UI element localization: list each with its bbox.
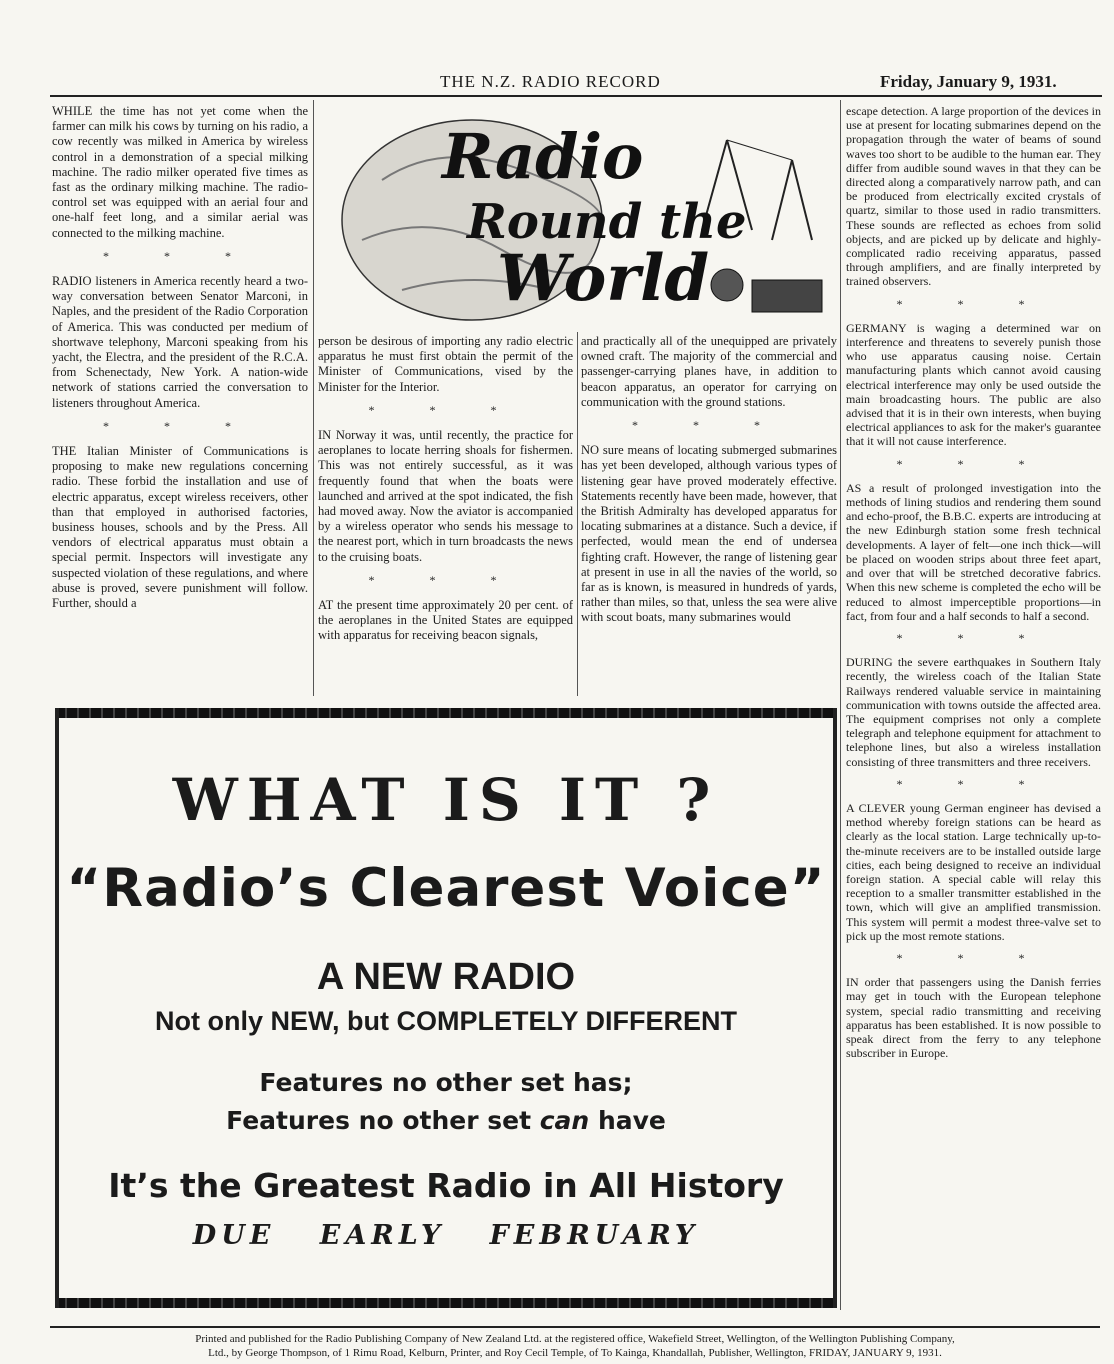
- article-german-engineer: A CLEVER young German engineer has devised a method whereby foreign stations can be heard as clearly as the local station. Large technically up-to-the-minute receivers are to be installed outside large cities, each being designed to receive an individual foreign station. A special cable will relay this reception to a smaller transmitter established in the town, which will give an amplified transmission. This system will permit a modest three-valve set to pick up the most remote stations.: [846, 800, 1101, 943]
- article-milking: WHILE the time has not yet come when the farmer can milk his cows by turning on his radio, a cow recently was milked in America by wireless control in a demonstration of a special milking machine. The radio milker operated five times as fast as the ordinary milking machine. The radio-control set was equipped with an aerial four and one-half feet long, and a similar aerial was connected to the milking machine.: [52, 104, 308, 240]
- article-beacon: and practically all of the unequipped are privately owned craft. The majority of the commercial and passenger-carrying planes have, in addition to beacon apparatus, an operator for carrying on communication with the ground stations.: [581, 334, 837, 409]
- column-divider: [313, 100, 314, 696]
- separator-stars: * * *: [896, 630, 1051, 645]
- header-rule: [50, 95, 1102, 97]
- separator-stars: * * *: [896, 776, 1051, 791]
- column-4: [846, 104, 1101, 1316]
- ad-slogan: “Radio’s Clearest Voice”: [66, 858, 826, 919]
- ad-greatest-radio: It’s the Greatest Radio in All History: [108, 1166, 784, 1205]
- separator-stars: * * *: [103, 418, 257, 433]
- separator-stars: * * *: [896, 296, 1051, 311]
- ad-headline: WHAT IS IT ?: [172, 766, 720, 834]
- ad-features-line-1: Features no other set has;: [259, 1068, 633, 1097]
- article-norway: IN Norway it was, until recently, the practice for aeroplanes to locate herring shoals for fishermen. This was not entirely successful, as it was frequently found that when the boats were launched and arrived at the spot indicated, the fish had moved away. Now the aviator is accompanied by a wireless operator who sends his message to the nearest port, which in turn broadcasts the news to the cruising boats.: [318, 428, 573, 564]
- article-italian-minister: THE Italian Minister of Communications is proposing to make new regulations concerning radio. These forbid the installation and use of electric apparatus, except wireless receivers, other than that employed in authorised factories, business houses, schools and by the Press. All vendors of electrical apparatus must obtain a special permit. Inspectors will investigate any suspected violation of these regulations, and where abuse is proved, severe punishment will follow. Further, should a: [52, 444, 308, 611]
- article-danish-ferries: IN order that passengers using the Danish ferries may get in touch with the European telephone system, special radio transmitting and receiving apparatus has been established. It is now possible to speak direct from the ferry to any telephone subscriber in Europe.: [846, 975, 1101, 1061]
- separator-stars: * * *: [632, 418, 786, 433]
- separator-stars: * * *: [103, 248, 257, 263]
- article-submarines: NO sure means of locating submerged submarines has yet been developed, although various types of listening gear have proved moderately effective. Statements recently have been made, however, that the British Admiralty has developed apparatus for locating submarines at a distance. Such a device, if perfected, would mean the end of undersea fighting craft. However, the range of listening gear at present in use in all the navies of the world, so far as is known, is measured in hundreds of yards, rather than miles, so that, unless the sea were alive with scout boats, many submarines would: [581, 443, 837, 625]
- ad-completely-different: Not only NEW, but COMPLETELY DIFFERENT: [154, 1006, 737, 1036]
- logo-word-radio: Radio: [442, 120, 644, 193]
- imprint-line-2: Ltd., by George Thompson, of 1 Rimu Road, Kelburn, Printer, and Roy Cecil Temple, of To Kainga, Khandallah, Publisher, Wellington, FRIDAY, JANUARY 9, 1931.: [208, 1347, 942, 1359]
- logo-word-round: Round the: [467, 194, 747, 250]
- article-germany: GERMANY is waging a determined war on interference and threatens to severely punish those who use apparatus causing noise. Certain manufacturing plants which cannot avoid causing electrical interference may only be used outside the main broadcasting hours. The public are also advised that it is in their own interests, when buying electrical appliances to ask for the maker's guarantee that it will not cause interference.: [846, 320, 1101, 449]
- ad-due-date: DUE EARLY FEBRUARY: [192, 1220, 700, 1251]
- ad-top-border: [59, 708, 833, 718]
- article-bbc: AS a result of prolonged investigation into the methods of lining studios and rendering them sound and echo-proof, the B.B.C. experts are introducing at the new Edinburgh station some fresh technical developments. A layer of felt—one inch thick—will be placed on wooden strips about three feet apart, and over that will be stretched decorative fabrics. When this new scheme is completed the echo will be reduced to almost imperceptible proportions—in fact, from four and a half seconds to half a second.: [846, 480, 1101, 623]
- article-marconi: RADIO listeners in America recently heard a two-way conversation between Senator Marconi, in Naples, and the president of the Radio Corporation of America. This was conducted per medium of shortwave telephony, Marconi speaking from his yacht, the Electra, and the president of the R.C.A. from Schenectady, New York. A nation-wide network of stations carried the conversation to listeners throughout America.: [52, 274, 308, 410]
- radio-advertisement: [55, 708, 837, 1308]
- separator-stars: * * *: [368, 402, 523, 417]
- separator-stars: * * *: [896, 950, 1051, 965]
- logo-word-world: World: [497, 241, 710, 316]
- column-divider: [840, 100, 841, 1310]
- issue-date: Friday, January 9, 1931.: [880, 72, 1057, 91]
- article-earthquakes: DURING the severe earthquakes in Southern Italy recently, the wireless coach of the Italian State Railways rendered valuable service in maintaining communication with towns outside the affected area. The equipment comprises not only a complete telegraph and telephone equipment for attachment to telephone lines, but also a wireless installation consisting of three transmitters and three receivers.: [846, 655, 1101, 769]
- separator-stars: * * *: [896, 456, 1051, 471]
- masthead-title: THE N.Z. RADIO RECORD: [440, 72, 661, 91]
- article-aeroplanes: AT the present time approximately 20 per cent. of the aeroplanes in the United States are equipped with apparatus for receiving beacon signals,: [318, 598, 573, 643]
- ad-features-line-2: Features no other set can have: [226, 1106, 666, 1135]
- article-sound-waves: escape detection. A large proportion of the devices in use at present for locating submarines depend on the propagation through the water of beams of sound waves too short to be audible to the human ear. They differ from audible sound waves in that they can be directed along a comparatively narrow path, and can be produced from electrically excited crystals of quartz, similar to those used in radio transmitters. These sounds are reflected as echoes from solid objects, and are picked up by delicate and highly-complicated radio receiving apparatus, passed through amplifiers, and are finally interpreted by trained observers.: [846, 104, 1101, 289]
- separator-stars: * * *: [368, 572, 523, 587]
- article-import-permit: person be desirous of importing any radio electric apparatus he must first obtain the permit of the Minister of Communications, vised by the Minister for the Interior.: [318, 334, 573, 394]
- ad-new-radio: A NEW RADIO: [316, 956, 576, 998]
- column-3: [581, 334, 837, 696]
- column-1: [52, 104, 308, 694]
- column-divider: [577, 332, 578, 696]
- column-2: [318, 334, 573, 696]
- ad-bottom-border: [59, 1298, 833, 1308]
- imprint-line-1: Printed and published for the Radio Publishing Company of New Zealand Ltd. at the registered office, Wakefield Street, Wellington, of the Wellington Publishing Company,: [195, 1333, 955, 1345]
- radio-round-the-world-logo: [322, 100, 832, 328]
- publisher-imprint: [50, 1326, 1100, 1360]
